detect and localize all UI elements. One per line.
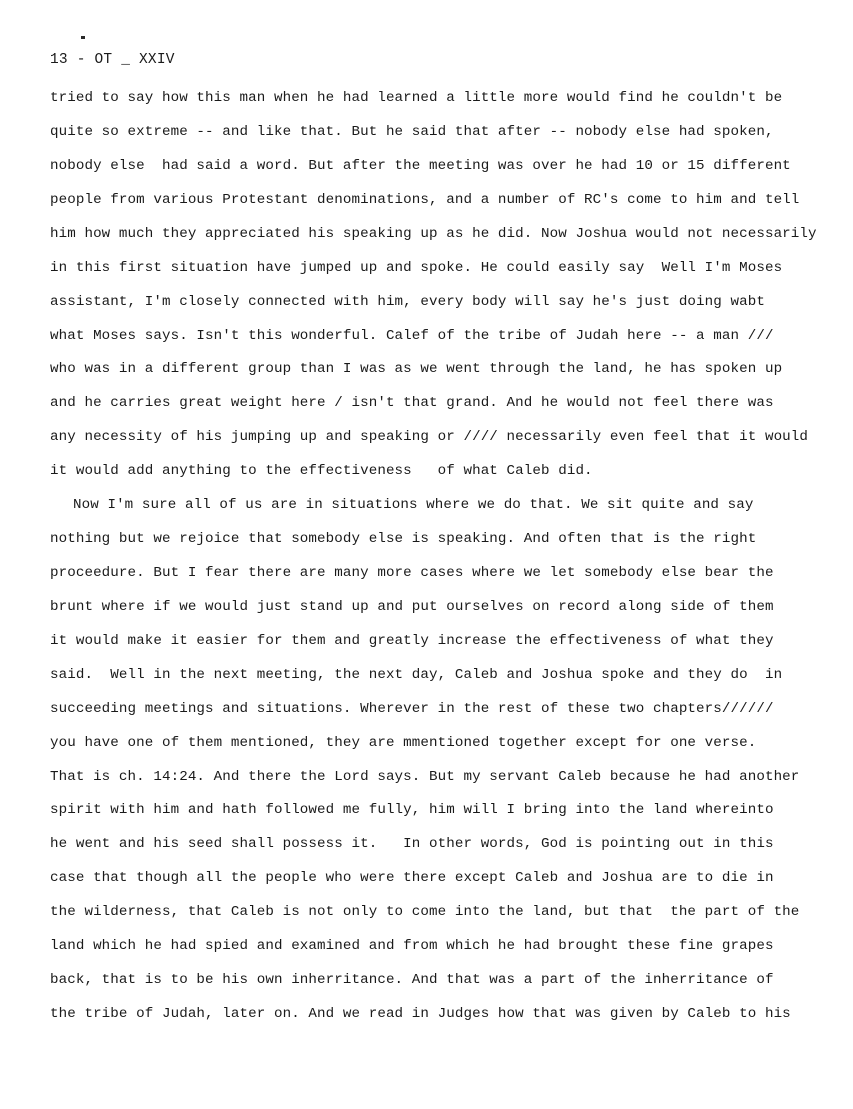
text-line: the tribe of Judah, later on. And we read in Judges how that was given by Caleb to his (50, 1006, 791, 1022)
text-line: the wilderness, that Caleb is not only to come into the land, but that the part of the (50, 904, 800, 920)
text-line: him how much they appreciated his speaking up as he did. Now Joshua would not necessarily (50, 226, 817, 242)
text-line: who was in a different group than I was as we went through the land, he has spoken up (50, 361, 783, 377)
text-line: case that though all the people who were there except Caleb and Joshua are to die in (50, 870, 774, 886)
text-line: and he carries great weight here / isn't that grand. And he would not feel there was (50, 395, 774, 411)
text-line: quite so extreme -- and like that. But he said that after -- nobody else had spoken, (50, 124, 774, 140)
text-line: spirit with him and hath followed me fully, him will I bring into the land whereinto (50, 802, 774, 818)
text-line: tried to say how this man when he had learned a little more would find he couldn't be (50, 90, 783, 106)
text-line: it would make it easier for them and greatly increase the effectiveness of what they (50, 633, 774, 649)
text-line: in this first situation have jumped up and spoke. He could easily say Well I'm Moses (50, 260, 783, 276)
text-line: he went and his seed shall possess it. In other words, God is pointing out in this (50, 836, 774, 852)
page-header: 13 - OT _ XXIV (50, 52, 175, 68)
text-line: what Moses says. Isn't this wonderful. Calef of the tribe of Judah here -- a man /// (50, 328, 774, 344)
text-line: brunt where if we would just stand up and put ourselves on record along side of them (50, 599, 774, 615)
text-line: succeeding meetings and situations. Wherever in the rest of these two chapters////// (50, 701, 774, 717)
text-line: people from various Protestant denominations, and a number of RC's come to him and tell (50, 192, 800, 208)
text-line: nobody else had said a word. But after the meeting was over he had 10 or 15 different (50, 158, 791, 174)
text-line: any necessity of his jumping up and speaking or //// necessarily even feel that it would (50, 429, 809, 445)
text-line: back, that is to be his own inherritance. And that was a part of the inherritance of (50, 972, 774, 988)
text-line: said. Well in the next meeting, the next day, Caleb and Joshua spoke and they do in (50, 667, 783, 683)
text-line: assistant, I'm closely connected with him, every body will say he's just doing wabt (50, 294, 765, 310)
text-line: it would add anything to the effectiveness of what Caleb did. (50, 463, 593, 479)
text-line: That is ch. 14:24. And there the Lord says. But my servant Caleb because he had another (50, 769, 800, 785)
text-line: nothing but we rejoice that somebody else is speaking. And often that is the right (50, 531, 757, 547)
text-line: Now I'm sure all of us are in situations where we do that. We sit quite and say (73, 497, 754, 513)
text-line: you have one of them mentioned, they are mmentioned together except for one verse. (50, 735, 757, 751)
text-line: land which he had spied and examined and from which he had brought these fine grapes (50, 938, 774, 954)
ink-mark (81, 36, 85, 39)
text-line: proceedure. But I fear there are many more cases where we let somebody else bear the (50, 565, 774, 581)
